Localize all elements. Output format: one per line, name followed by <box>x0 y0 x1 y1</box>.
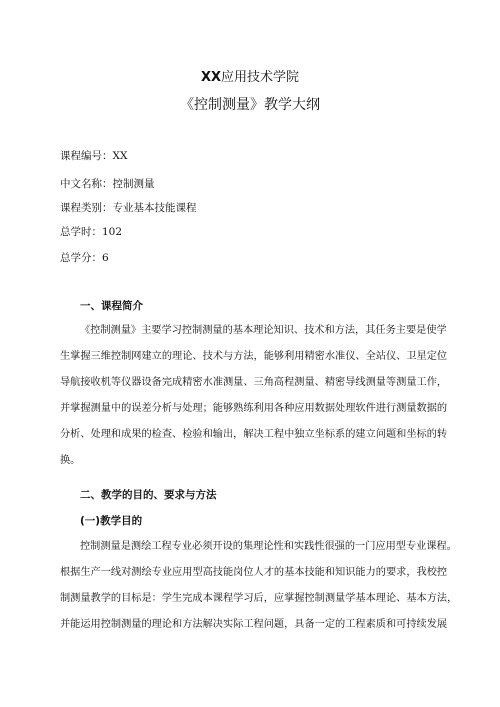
section-heading-goals: 二、教学的目的、要求与方法 <box>80 489 217 501</box>
paragraph-line: 并能运用控制测量的理论和方法解决实际工程问题，具备一定的工程素质和可持续发展 <box>60 619 448 630</box>
paragraph-line: 制测量教学的目标是：学生完成本课程学习后，应掌握控制测量学基本理论、基本方法， <box>60 593 458 604</box>
school-title <box>0 66 500 85</box>
course-credits: 总学分：6 <box>60 252 109 264</box>
subsection-heading-purpose: (一)教学目的 <box>80 515 143 527</box>
paragraph-line: 并掌握测量中的误差分析与处理；能够熟练利用各种应用数据处理软件进行测量数据的 <box>60 403 448 414</box>
course-code: 课程编号：XX <box>60 150 128 162</box>
paragraph-line: 生掌握三维控制网建立的理论、技术与方法，能够利用精密水准仪、全站仪、卫星定位 <box>60 351 448 362</box>
school-name: 应用技术学院 <box>221 70 300 85</box>
section-heading-intro: 一、课程简介 <box>80 300 143 312</box>
paragraph-line: 导航接收机等仪器设备完成精密水准测量、三角高程测量、精密导线测量等测量工作， <box>60 377 448 388</box>
paragraph-line: 分析、处理和成果的检查、检验和输出，解决工程中独立坐标系的建立问题和坐标的转 <box>60 429 448 440</box>
paragraph-line: 控制测量是测绘工程专业必须开设的集理论性和实践性很强的一门应用型专业课程。 <box>80 541 457 552</box>
syllabus-title: 《控制测量》教学大纲 <box>180 97 320 113</box>
school-code: XX <box>200 70 222 85</box>
course-hours: 总学时：102 <box>60 226 123 238</box>
course-category: 课程类别：专业基本技能课程 <box>60 202 197 214</box>
paragraph-line: 《控制测量》主要学习控制测量的基本理论知识、技术和方法，其任务主要是使学 <box>80 325 447 336</box>
paragraph-line: 根据生产一线对测绘专业应用型高技能岗位人才的基本技能和知识能力的要求，我校控 <box>60 567 448 578</box>
paragraph-line: 换。 <box>60 455 81 466</box>
course-name: 中文名称：控制测量 <box>60 178 155 190</box>
